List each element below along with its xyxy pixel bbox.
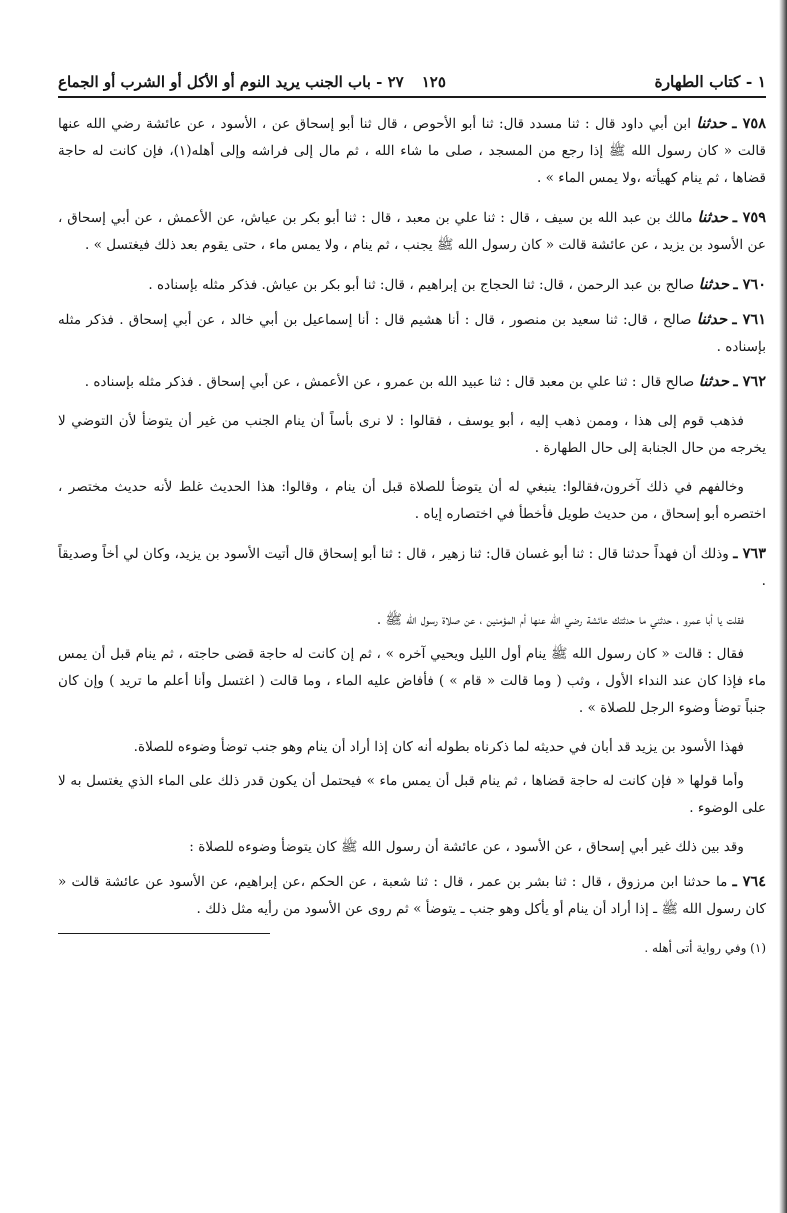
footnote-divider <box>58 933 270 934</box>
hadith-number: ٧٦٠ ـ <box>733 276 766 293</box>
hadith-number: ٧٥٨ ـ <box>732 115 767 132</box>
hadith-text: صالح ، قال: ثنا سعيد بن منصور ، قال : أنا هشيم قال : أنا إسماعيل بن أبي خالد ، عن أبي إسحاق . فذكر مثله بإسناده . <box>58 312 766 355</box>
hadith-text: مالك بن عبد الله بن سيف ، قال : ثنا علي بن معبد ، قال : ثنا أبو بكر بن عياش، عن الأعمش ، عن أبي إسحاق ، عن الأسود بن يزيد ، عن عائشة قالت « كان رسول الله ﷺ يجنب ، ثم ينام ، ولا يمس ماء ، حتى يقوم بعد ذلك فيغتسل » . <box>58 210 766 253</box>
hadith-text: صالح بن عبد الرحمن ، قال: ثنا الحجاج بن إبراهيم ، قال: ثنا أبو بكر بن عياش. فذكر مثله بإسناده . <box>148 277 695 293</box>
main-text <box>58 110 766 958</box>
hadith-lead-word: حدثنا <box>698 275 729 293</box>
hadith-number: ٧٦٢ ـ <box>733 373 766 390</box>
chapter-title: ١ - كتاب الطهارة <box>654 72 766 91</box>
paragraph-text: وقد بين ذلك غير أبي إسحاق ، عن الأسود ، عن عائشة أن رسول الله ﷺ كان يتوضأ وضوءه للصلاة : <box>189 839 744 855</box>
scan-page-edge <box>779 0 787 1213</box>
hadith-762 <box>58 368 766 396</box>
hadith-text: وذلك أن فهداً حدثنا قال : ثنا أبو غسان قال: ثنا زهير ، قال : ثنا أبو إسحاق قال أتيت الأسود بن يزيد، وكان لي أخاً وصديقاً . <box>58 546 766 589</box>
hadith-number: ٧٦٣ ـ <box>733 545 767 562</box>
hadith-text: ابن أبي داود قال : ثنا مسدد قال: ثنا أبو الأحوص ، قال ثنا أبو إسحاق عن ، الأسود ، عن عائشة رضي الله عنها قالت « كان رسول الله ﷺ إذا رجع من المسجد ، صلى ما شاء الله ، ثم مال إلى فراشه وإلى أهله(١)، فإن كانت له حاجة قضاها ، ثم ينام كهيأته ،ولا يمس الماء » . <box>58 116 766 186</box>
hadith-759 <box>58 204 766 259</box>
paragraph-text: وأما قولها « فإن كانت له حاجة قضاها ، ثم ينام قبل أن يمس ماء » فيحتمل أن يكون قدر ذلك على الماء الذي يغتسل به لا على الوضوء . <box>58 773 766 816</box>
paragraph-text: فقال : قالت « كان رسول الله ﷺ ينام أول الليل ويحيي آخره » ، ثم إن كانت له حاجة قضى حاجته ، ثم ينام قبل أن يمس ماء فإذا كان عند النداء الأول ، وثب ( وما قالت « قام » ) فأفاض عليه الماء ، وما قالت ( اغتسل وأنا أعلم ما تريد ) وإن كان جنباً توضأ وضوء الرجل للصلاة » . <box>58 646 766 716</box>
hadith-lead-word: حدثنا <box>697 208 728 226</box>
commentary-paragraph <box>58 474 766 528</box>
header-left-group <box>58 73 446 91</box>
commentary-paragraph <box>58 768 766 822</box>
hadith-758 <box>58 110 766 192</box>
hadith-lead-word: حدثنا <box>698 372 729 390</box>
hadith-lead-word: حدثنا <box>696 310 728 328</box>
footnote: (١) وفي رواية أتى أهله . <box>644 941 766 955</box>
hadith-number: ٧٦٤ ـ <box>732 873 767 890</box>
hadith-760 <box>58 271 766 299</box>
book-page <box>58 72 766 958</box>
commentary-paragraph <box>58 734 766 761</box>
paragraph-text: فهذا الأسود بن يزيد قد أبان في حديثه لما ذكرناه بطوله أنه كان إذا أراد أن ينام وهو جنب توضأ وضوءه للصلاة. <box>133 739 744 755</box>
hadith-text: ما حدثنا ابن مرزوق ، قال : ثنا بشر بن عمر ، قال : ثنا شعبة ، عن الحكم ،عن إبراهيم، عن الأسود عن عائشة قالت « كان رسول الله ﷺ ـ إذا أراد أن ينام أو يأكل وهو جنب ـ يتوضأ » ثم روى عن الأسود من رأيه مثل ذلك . <box>58 874 766 917</box>
paragraph-text: وخالفهم في ذلك آخرون،فقالوا: ينبغي له أن يتوضأ للصلاة قبل أن ينام ، وقالوا: هذا الحديث غلط لأنه حديث مختصر ، اختصره أبو إسحاق ، من حديث طويل فأخطأ في اختصاره إياه . <box>58 479 766 522</box>
running-header <box>58 72 766 98</box>
hadith-764 <box>58 868 766 923</box>
page-number: ١٢٥ <box>421 73 446 91</box>
paragraph-text: فقلت يا أبا عمرو ، حدثني ما حدثتك عائشة رضي الله عنها أم المؤمنين ، عن صلاة رسول الله ﷺ . <box>376 612 744 628</box>
hadith-text: صالح قال : ثنا علي بن معبد قال : ثنا عبيد الله بن عمرو ، عن الأعمش ، عن أبي إسحاق . فذكر مثله بإسناده . <box>84 374 695 390</box>
paragraph-text: فذهب قوم إلى هذا ، وممن ذهب إليه ، أبو يوسف ، فقالوا : لا نرى بأساً أن ينام الجنب من غير أن يتوضأ لأن التوضي لا يخرجه من حال الجنابة إلى حال الطهارة . <box>58 413 766 456</box>
commentary-paragraph <box>58 607 766 634</box>
hadith-763 <box>58 540 766 595</box>
hadith-761 <box>58 306 766 361</box>
hadith-number: ٧٥٩ ـ <box>732 209 766 226</box>
commentary-paragraph <box>58 834 766 861</box>
section-title: ٢٧ - باب الجنب يريد النوم أو الأكل أو الشرب أو الجماع <box>58 73 404 91</box>
commentary-paragraph <box>58 408 766 462</box>
hadith-number: ٧٦١ ـ <box>732 311 767 328</box>
hadith-lead-word: حدثنا <box>696 114 727 132</box>
commentary-paragraph <box>58 641 766 722</box>
